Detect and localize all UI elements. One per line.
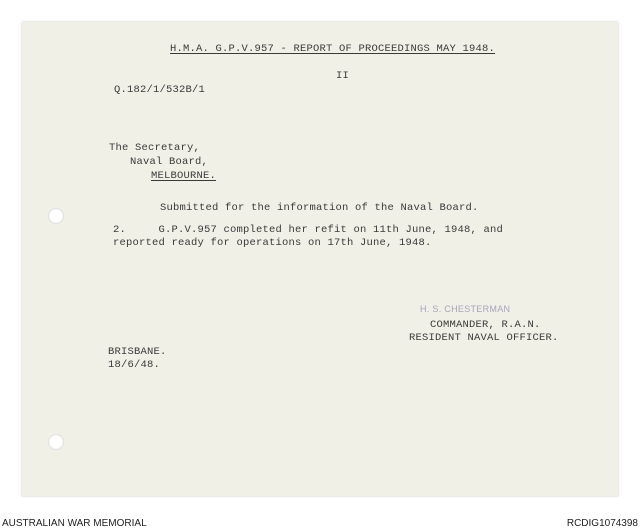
report-heading: H.M.A. G.P.V.957 - REPORT OF PROCEEDINGS MAY 1948.: [170, 43, 496, 55]
body-paragraph-1: Submitted for the information of the Naval Board.: [160, 202, 479, 214]
addressee-line-1: The Secretary,: [109, 142, 201, 154]
body-paragraph-2-line-2: reported ready for operations on 17th June, 1948.: [113, 237, 432, 249]
footer-record-id: RCDIG1074398: [566, 518, 638, 529]
page-marker: II: [336, 70, 350, 82]
signature-title: RESIDENT NAVAL OFFICER.: [409, 332, 559, 344]
addressee-line-3: MELBOURNE.: [151, 170, 217, 182]
punch-hole-bottom: [48, 434, 64, 450]
punch-hole-top: [48, 208, 64, 224]
footer-credit: AUSTRALIAN WAR MEMORIAL: [2, 518, 147, 529]
signature-stamp: H. S. CHESTERMAN: [420, 304, 511, 314]
addressee-line-2: Naval Board,: [130, 156, 209, 168]
place-line: BRISBANE.: [108, 346, 167, 358]
document-page: [22, 22, 618, 496]
date-line: 18/6/48.: [108, 359, 161, 371]
reference-number: Q.182/1/532B/1: [114, 84, 206, 96]
signature-rank: COMMANDER, R.A.N.: [430, 319, 541, 331]
body-paragraph-2-line-1: 2. G.P.V.957 completed her refit on 11th June, 1948, and: [113, 224, 504, 236]
